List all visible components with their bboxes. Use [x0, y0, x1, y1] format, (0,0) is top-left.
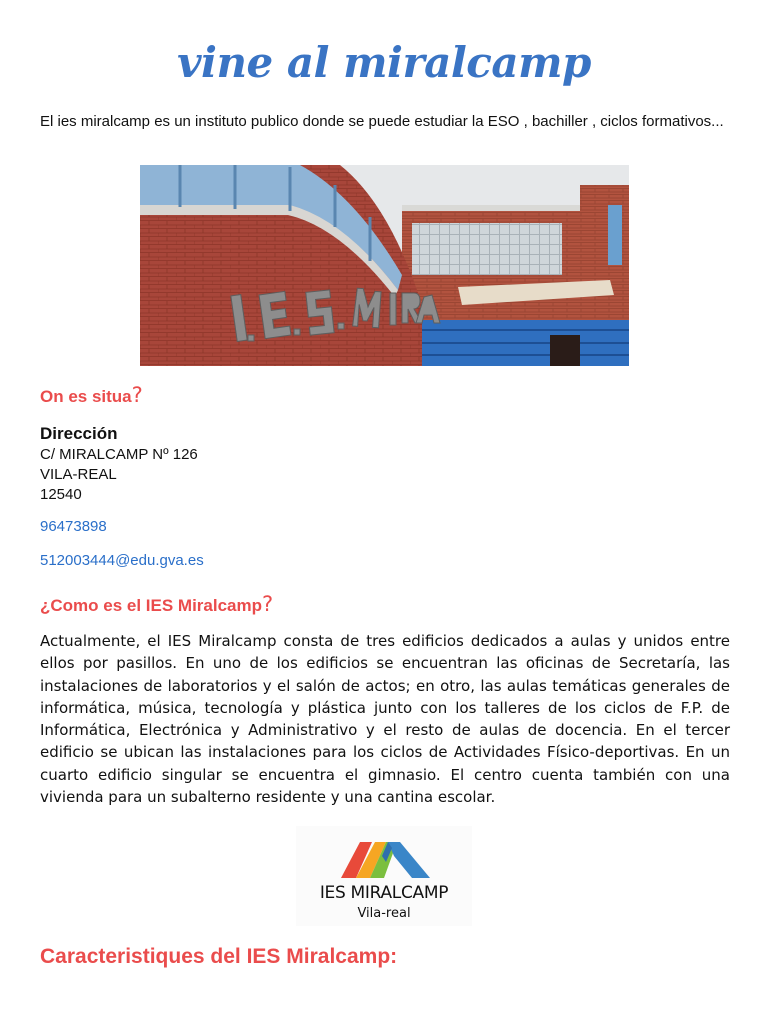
location-heading-text: On es situa: [40, 387, 132, 406]
school-logo: [296, 826, 472, 926]
logo-name: IES MIRALCAMP: [319, 883, 449, 903]
about-paragraph: Actualmente, el IES Miralcamp consta de tres edificios dedicados a aulas y unidos entre ellos por pasillos. En uno de los edificios se encuentran las oficinas de Secretaría, las instalaciones de laboratorios y el salón de actos; en otro, las aulas temáticas generales de informática, música, tecnología y plástica junto con los talleres de los ciclos de F.P. de Informática, Electrónica y Administrativo y el resto de aulas de docencia. En el tercer edificio se ubican las instalaciones para los ciclos de Actividades Físico-deportivas. En un cuarto edificio singular se encuentra el gimnasio. El centro cuenta también con una vivienda para un subalterno residente y una cantina escolar.: [40, 632, 730, 807]
school-building-photo: [140, 165, 629, 366]
address-postcode: 12540: [40, 486, 82, 503]
address-label: Dirección: [40, 424, 118, 443]
logo-subtitle: Vila-real: [357, 906, 411, 921]
about-heading: [40, 592, 273, 616]
location-heading: [40, 383, 143, 407]
intro-paragraph: El ies miralcamp es un instituto publico donde se puede estudiar la ESO , bachiller , ciclos formativos...: [40, 113, 724, 130]
logo-mountains-icon: [296, 826, 472, 886]
address-street: C/ MIRALCAMP Nº 126: [40, 446, 198, 463]
phone-link[interactable]: 96473898: [40, 518, 107, 535]
features-heading: Caracteristiques del IES Miralcamp:: [40, 945, 398, 968]
email-link[interactable]: 512003444@edu.gva.es: [40, 552, 204, 569]
about-heading-text: ¿Como es el IES Miralcamp: [40, 596, 263, 615]
about-heading-mark: ?: [262, 592, 274, 616]
address-city: VILA-REAL: [40, 466, 117, 483]
page-title: vine al miralcamp: [177, 38, 591, 87]
location-heading-mark: ?: [131, 383, 143, 407]
